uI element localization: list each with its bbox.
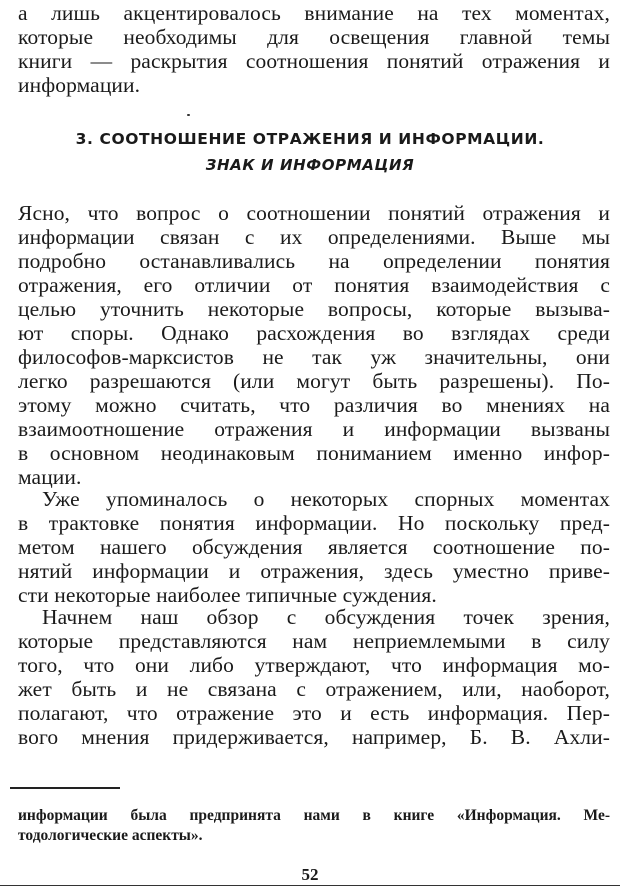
text-line: отражения, его отличии от понятия взаимодействия с xyxy=(18,273,610,297)
text-line: которые представляются нам неприемлемыми в силу xyxy=(18,629,610,653)
text-line: а лишь акцентировалось внимание на тех моментах, xyxy=(18,1,610,25)
bottom-rule xyxy=(0,885,620,886)
text-line: информации связан с их определениями. Выше мы xyxy=(18,225,610,249)
text-line: в основном неодинаковым пониманием именно инфор- xyxy=(18,441,610,465)
text-line: легко разрешаются (или могут быть разрешены). По- xyxy=(18,369,610,393)
section-title: 3. СООТНОШЕНИЕ ОТРАЖЕНИЯ И ИНФОРМАЦИИ. xyxy=(75,130,545,148)
text-line: Уже упоминалось о некоторых спорных моментах xyxy=(42,487,610,511)
text-line: Ясно, что вопрос о соотношении понятий отражения и xyxy=(18,201,610,225)
footnote-separator xyxy=(10,787,120,789)
text-line: жет быть и не связана с отражением, или, наоборот, xyxy=(18,677,610,701)
text-line: этому можно считать, что различия во мнениях на xyxy=(18,393,610,417)
text-line: вого мнения придерживается, например, Б. В. Ахли- xyxy=(18,725,610,749)
section-subtitle: ЗНАК И ИНФОРМАЦИЯ xyxy=(205,156,415,174)
text-line: мации. xyxy=(18,465,82,489)
text-line: информации. xyxy=(18,73,141,97)
text-line: книги — раскрытия соотношения понятий отражения и xyxy=(18,49,610,73)
text-line: ют споры. Однако расхождения во взглядах среди xyxy=(18,321,610,345)
text-line: целью уточнить некоторые вопросы, которые вызыва- xyxy=(18,297,610,321)
text-line: полагают, что отражение это и есть информация. Пер- xyxy=(18,701,610,725)
text-line: сти некоторые наиболее типичные суждения. xyxy=(18,583,437,607)
footnote-line: информации была предпринята нами в книге «Информация. Ме- xyxy=(18,807,610,824)
text-line: Начнем наш обзор с обсуждения точек зрения, xyxy=(42,605,610,629)
print-speck xyxy=(187,114,190,116)
text-line: философов-марксистов не так уж значительны, они xyxy=(18,345,610,369)
text-line: нятий информации и отражения, здесь уместно приве- xyxy=(18,559,610,583)
page-number: 52 xyxy=(301,865,319,884)
text-line: взаимоотношение отражения и информации вызваны xyxy=(18,417,610,441)
footnote-line: тодологические аспекты». xyxy=(18,827,203,844)
text-line: в трактовке понятия информации. Но поскольку пред- xyxy=(18,511,610,535)
text-line: подробно останавливались на определении понятия xyxy=(18,249,610,273)
text-line: того, что они либо утверждают, что информация мо- xyxy=(18,653,610,677)
text-line: метом нашего обсуждения является соотношение по- xyxy=(18,535,610,559)
text-line: которые необходимы для освещения главной темы xyxy=(18,25,610,49)
